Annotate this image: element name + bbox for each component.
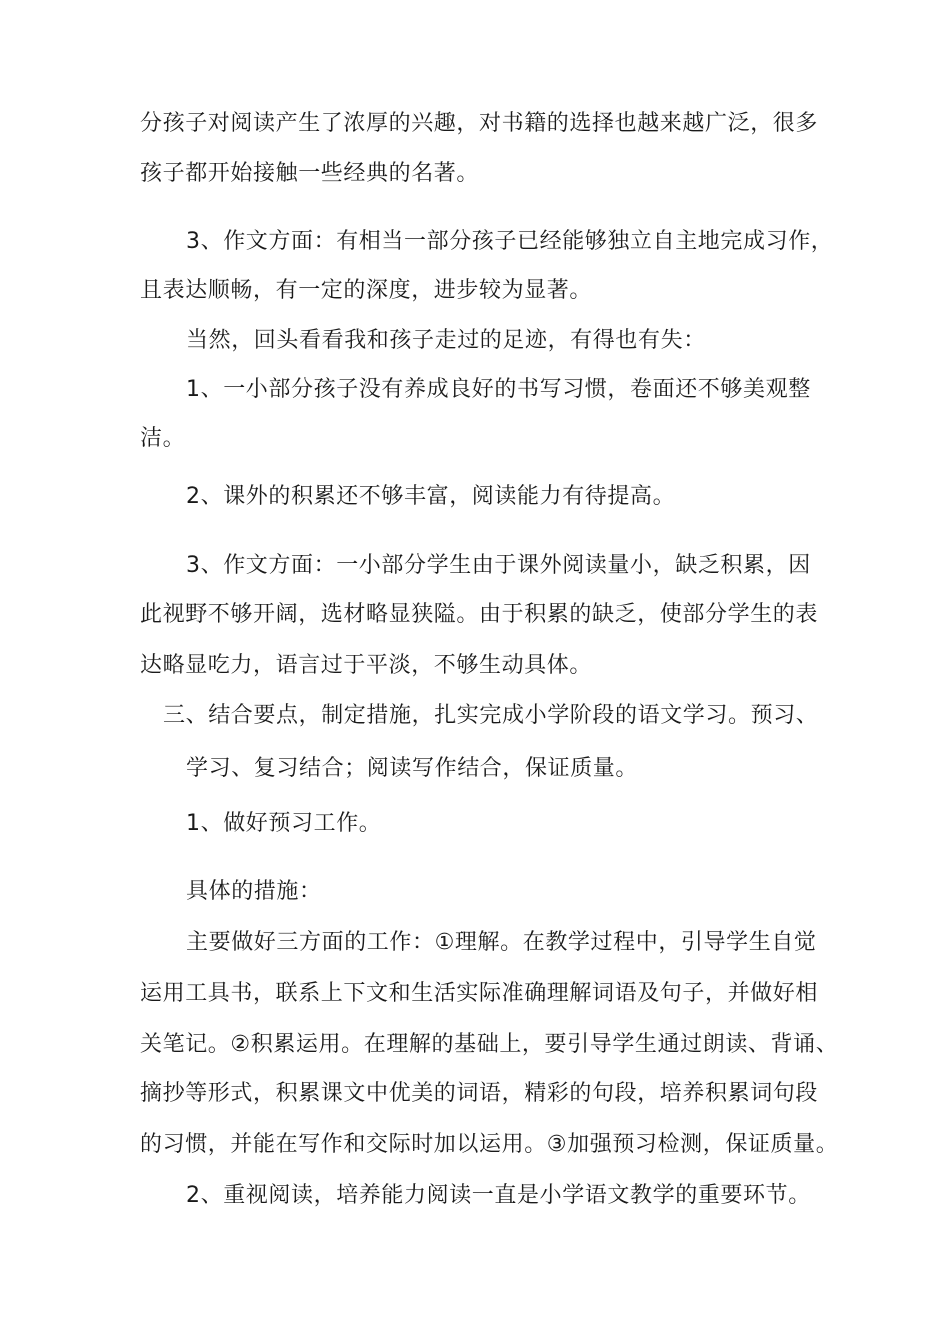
text-line: 分孩子对阅读产生了浓厚的兴趣，对书籍的选择也越来越广泛，很多 [140, 111, 819, 136]
text-line: 关笔记。②积累运用。在理解的基础上，要引导学生通过朗读、背诵、 [140, 1032, 839, 1057]
text-line: 运用工具书，联系上下文和生活实际准确理解词语及句子，并做好相 [140, 981, 819, 1006]
text-line: 且表达顺畅，有一定的深度，进步较为显著。 [140, 278, 593, 303]
text-line: 主要做好三方面的工作：①理解。在教学过程中，引导学生自觉 [186, 930, 817, 955]
text-line: 学习、复习结合；阅读写作结合，保证质量。 [186, 756, 639, 781]
text-line: 当然，回头看看我和孩子走过的足迹，有得也有失： [186, 328, 706, 353]
text-line: 2、重视阅读，培养能力阅读一直是小学语文教学的重要环节。 [186, 1183, 811, 1208]
text-line: 2、课外的积累还不够丰富，阅读能力有待提高。 [186, 484, 676, 509]
text-line: 摘抄等形式，积累课文中优美的词语，精彩的句段，培养积累词句段 [140, 1081, 819, 1106]
text-line: 洁。 [140, 426, 186, 451]
text-line: 3、作文方面：有相当一部分孩子已经能够独立自主地完成习作， [186, 229, 834, 254]
text-line: 达略显吃力，语言过于平淡，不够生动具体。 [140, 653, 593, 678]
text-line: 的习惯，并能在写作和交际时加以运用。③加强预习检测，保证质量。 [140, 1132, 839, 1157]
text-line: 1、一小部分孩子没有养成良好的书写习惯，卷面还不够美观整 [186, 377, 811, 402]
text-line: 具体的措施： [186, 879, 322, 904]
text-line: 三、结合要点，制定措施，扎实完成小学阶段的语文学习。预习、 [163, 703, 819, 728]
text-line: 孩子都开始接触一些经典的名著。 [140, 161, 480, 186]
text-line: 此视野不够开阔，选材略显狭隘。由于积累的缺乏，使部分学生的表 [140, 602, 819, 627]
text-line: 3、作文方面：一小部分学生由于课外阅读量小，缺乏积累，因 [186, 553, 811, 578]
text-line: 1、做好预习工作。 [186, 811, 382, 836]
